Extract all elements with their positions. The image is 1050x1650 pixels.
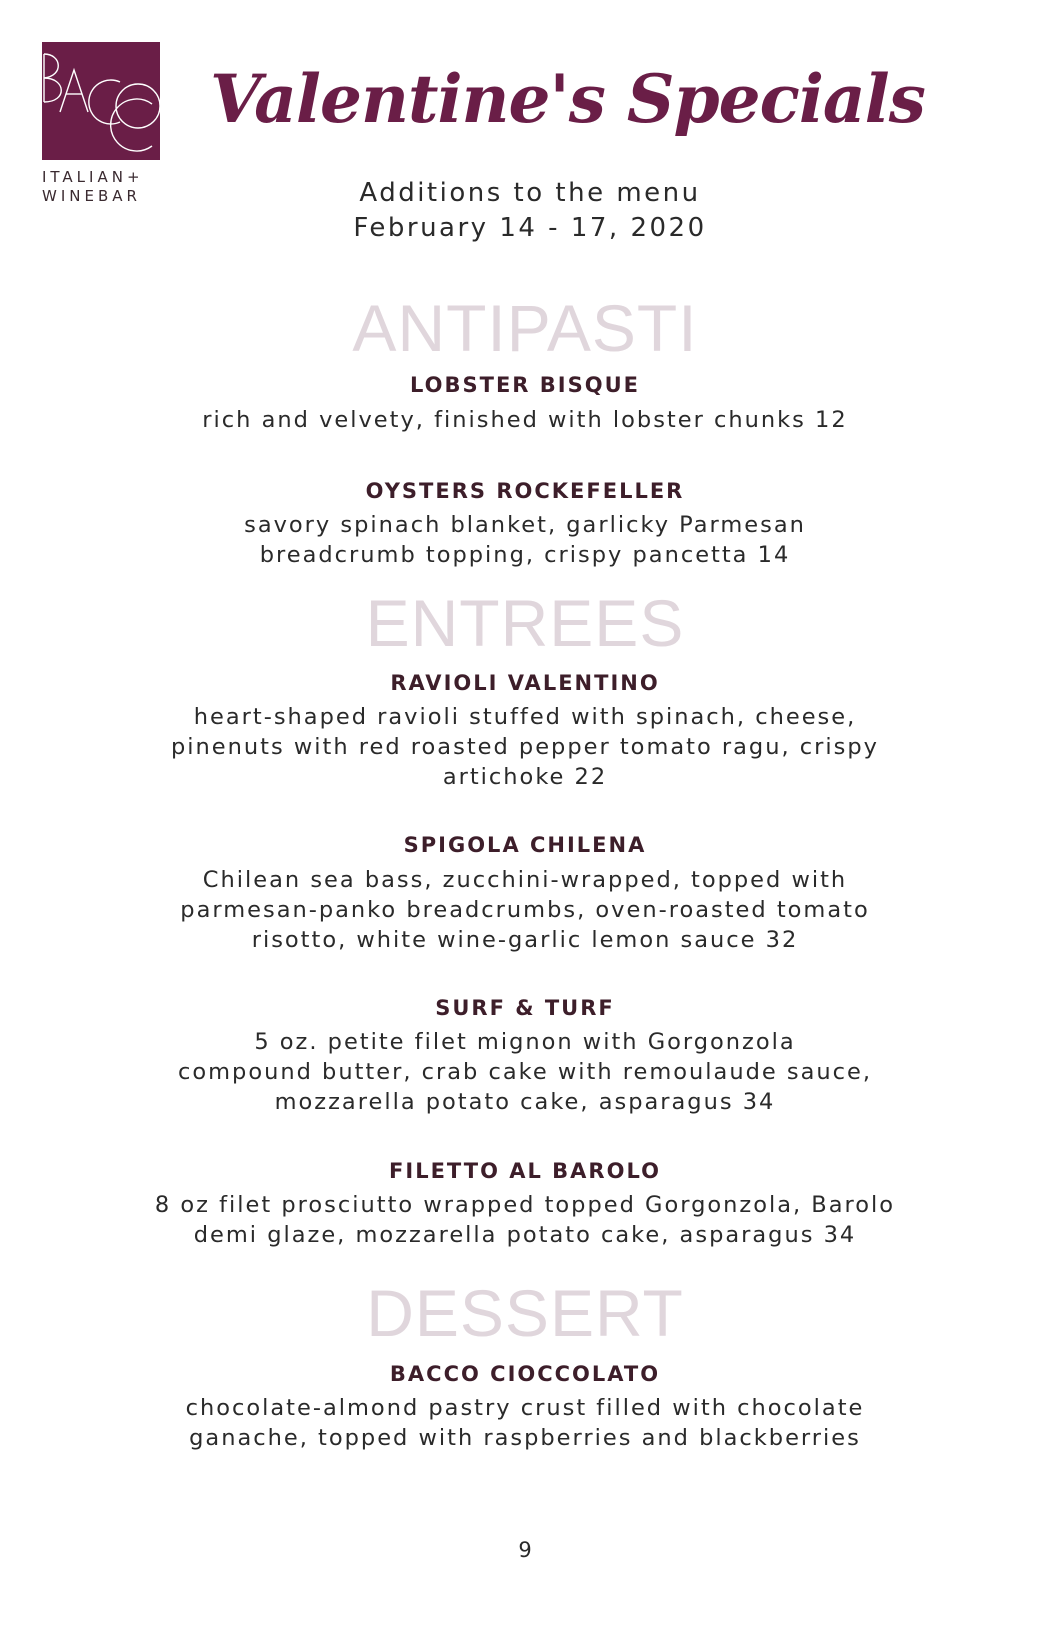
dish-description-spigola-chilena [150,865,900,955]
bacco-logo [42,42,162,206]
dish-description-lobster-bisque [150,405,900,435]
subtitle-additions: Additions to the menu [359,178,701,208]
dish-description-line: pinenuts with red roasted pepper tomato ragu, crispy [171,734,879,760]
dish-description-line: heart-shaped ravioli stuffed with spinach, cheese, [193,704,857,730]
dish-description-line: risotto, white wine-garlic lemon sauce 32 [251,927,799,953]
dish-description-line: demi glaze, mozzarella potato cake, asparagus 34 [193,1222,857,1248]
section-heading-entrees: ENTREES [365,586,685,660]
dish-name-bacco-cioccolato: BACCO CIOCCOLATO [389,1362,661,1386]
dish-description-surf-and-turf [150,1027,900,1117]
dish-name-surf-and-turf: SURF & TURF [435,996,615,1020]
logo-text-italian: ITALIAN+ [42,168,144,186]
dish-description-line: ganache, topped with raspberries and blackberries [189,1425,861,1451]
dish-description-line: mozzarella potato cake, asparagus 34 [274,1089,776,1115]
dish-name-lobster-bisque: LOBSTER BISQUE [410,373,640,397]
subtitle-dates: February 14 - 17, 2020 [353,213,707,243]
dish-description-line: 8 oz filet prosciutto wrapped topped Gorgonzola, Barolo [154,1192,896,1218]
page-title: Valentine's Specials [210,60,925,138]
dish-description-filetto-al-barolo [150,1190,900,1250]
dish-description-bacco-cioccolato [150,1393,900,1453]
dish-description-line: parmesan-panko breadcrumbs, oven-roasted tomato [180,897,870,923]
logo-monogram-icon [42,42,160,160]
logo-mark [42,42,160,160]
dish-description-line: chocolate-almond pastry crust filled with chocolate [185,1395,865,1421]
dish-description-line: artichoke 22 [442,764,608,790]
dish-description-line: 5 oz. petite filet mignon with Gorgonzola [254,1029,796,1055]
logo-text-winebar: WINEBAR [42,187,141,205]
dish-description-line: rich and velvety, finished with lobster chunks 12 [202,407,848,433]
dish-name-spigola-chilena: SPIGOLA CHILENA [403,833,647,857]
dish-description-line: Chilean sea bass, zucchini-wrapped, topped with [202,867,848,893]
dish-description-oysters-rockefeller [150,510,900,570]
dish-name-oysters-rockefeller: OYSTERS ROCKEFELLER [365,479,685,503]
dish-name-filetto-al-barolo: FILETTO AL BAROLO [389,1159,661,1183]
page-number: 9 [518,1538,532,1562]
section-heading-dessert: DESSERT [366,1276,684,1350]
dish-description-line: compound butter, crab cake with remoulaude sauce, [177,1059,872,1085]
section-heading-antipasti: ANTIPASTI [352,291,698,365]
dish-description-ravioli-valentino [150,702,900,792]
dish-name-ravioli-valentino: RAVIOLI VALENTINO [390,671,660,695]
dish-description-line: breadcrumb topping, crispy pancetta 14 [259,542,791,568]
dish-description-line: savory spinach blanket, garlicky Parmesan [244,512,806,538]
